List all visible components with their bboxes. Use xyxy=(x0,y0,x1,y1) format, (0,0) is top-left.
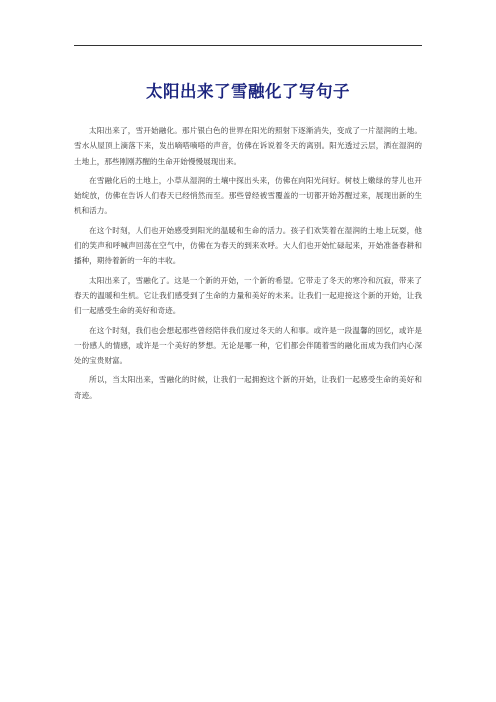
header-rule xyxy=(74,45,422,46)
paragraph-3: 在这个时刻，人们也开始感受到阳光的温暖和生命的活力。孩子们欢笑着在湿润的土地上玩耍，他们的笑声和呼喊声回荡在空气中，仿佛在为春天的到来欢呼。大人们也开始忙碌起来，开始准备春耕和播种，期待着新的一年的丰收。 xyxy=(74,225,422,266)
document-title: 太阳出来了雪融化了写句子 xyxy=(146,82,350,101)
paragraph-1: 太阳出来了，雪开始融化。那片银白色的世界在阳光的照射下逐渐消失，变成了一片湿润的土地。雪水从屋顶上滴落下来，发出嘀嗒嘀嗒的声音，仿佛在诉说着冬天的离别。阳光透过云层，洒在湿润的土地上，那些刚刚苏醒的生命开始慢慢展现出来。 xyxy=(74,126,422,166)
paragraph-6: 所以，当太阳出来，雪融化的时候，让我们一起拥抱这个新的开始，让我们一起感受生命的美好和奇迹。 xyxy=(74,375,422,400)
paragraph-5: 在这个时刻，我们也会想起那些曾经陪伴我们度过冬天的人和事。或许是一段温馨的回忆，或许是一份感人的情感，或许是一个美好的梦想。无论是哪一种，它们都会伴随着雪的融化而成为我们内心深处的宝贵财富。 xyxy=(74,325,422,366)
paragraph-4: 太阳出来了，雪融化了。这是一个新的开始，一个新的希望。它带走了冬天的寒冷和沉寂，带来了春天的温暖和生机。它让我们感受到了生命的力量和美好的未来。让我们一起迎接这个新的开始，让我们一起感受生命的美好和奇迹。 xyxy=(74,275,422,316)
document-body xyxy=(74,123,422,407)
paragraph-2: 在雪融化后的土地上，小草从湿润的土壤中探出头来，仿佛在向阳光问好。树枝上嫩绿的芽儿也开始绽放，仿佛在告诉人们春天已经悄然而至。那些曾经被雪覆盖的一切都开始苏醒过来，展现出新的生机和活力。 xyxy=(74,175,422,216)
